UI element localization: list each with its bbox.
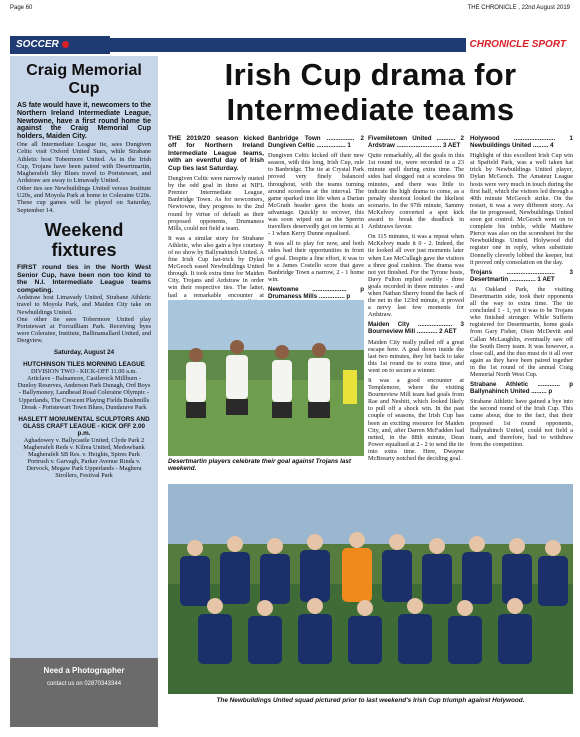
brand-logo: CHRONICLE SPORT — [466, 38, 571, 52]
article-paragraph: It was all to play for now, and both sides had their opportunities in front of goal. Despite a fine effort, it was to be a James Costello score that gave Banbridge Town a narrow, 2 - 1 home win. — [268, 240, 364, 283]
article-paragraph: Highlight of this excellent Irish Cup win at Spafield Park, was a well taken hat trick by Newbuildings United player, Dylan McGeoch. The Amateur League hosts were very much in touch during the first half, which the visitors led through a 40th minute McGeoch strike. On the restart, it was a very different story. As the tie progressed, Newbuildings United soon got control. McGeoch went on to complete his treble, while Matthew Pierce was also on the scoresheet for the Newbuildings United. Holywood did register one in reply, when substitute Donnelly cleverly lobbed the keeper, but it proved only consolation on the day. — [470, 152, 573, 266]
craig-paragraph: Other ties see Newbuildings United versus Institute U20s, and Moyola Park at home to Coleraine U20s. These cup games will be played on Saturday, September 14. — [17, 184, 151, 214]
article-paragraph: It was a good encounter at Templemore, where the visiting Bourneview Mill team had goals from Rae and Nesbitt, which looked likely to pull off a shock win. In the past couple of seasons, the Irish Cup has been an exciting resource for Maiden City, and, after Darren McFadden had netted, in the 88th minute, Dean Power equalised at 2 - 2 to send the tie into extra time. Here, Dwayne McBrearty notched the deciding goal. — [368, 377, 464, 463]
article-paragraph: At Oakland Park, the visiting Desertmartin side, took their opponents all the way to extra time. The tie concluded 1 - 1, yet it was to be Trojans who finished stronger. While Sufferin registered for Desertmartin, home goals from Gary Fisher, Oisin McDevitt and Callan McLaughlin, eventually saw off the South Derry team. It was however, a close call, and the duo must do it all over again as they have been paired together in the 1st round of the annual Craig Memorial North West Cup. — [470, 285, 573, 378]
match-result: Newtowne .................... p Drumaness Mills ............... p — [268, 285, 364, 300]
section-label: SOCCER — [16, 39, 59, 50]
division-heading: DIVISION TWO - KICK-OFF 11.00 a.m. — [31, 368, 137, 376]
article-lead: THE 2019/20 season kicked off for Northern Ireland Intermediate League teams, with an eventful day of Irish Cup ties last Saturday. — [168, 135, 264, 172]
article-column-4 — [470, 135, 573, 451]
fixtures-paragraph: Ardstraw host Limavady United, Strabane Athletic travel to Moyola Park, and Maiden City take on Newbuildings United. — [17, 294, 151, 316]
article-paragraph: It was a similar story for Strabane Athletic, who also gain a bye courtesy of no show by Ballynahinch United. A fine Irish Cup hat-trick by Dylan McGeoch eased Newbuildings United through. It took extra time for Maiden City, Trojans and Ardstraw in order win their respective ties. The latter, had a remarkable encounter at — [168, 234, 264, 299]
league-heading: HASLETT MONUMENTAL SCULPTORS AND GLASS CRAFT LEAGUE - KICK OFF 2.00 p.m. — [18, 415, 150, 437]
celebration-photo — [168, 300, 364, 456]
photographer-ad-contact: contact us on 02870343344 — [46, 681, 122, 687]
fixture-list: Aghadowey v. Ballycastle United, Clyde Park 2 Magherafelt Reds v. Kilrea United, Medowbank Magherafelt SB Res. v. Heights, Spires Park Portrush v. Garvagh, Parker Avenue Rinda v. Dervock, Megaw Park Upperlands - Maghera Strollers, Festival Park — [23, 437, 145, 480]
article-column-1 — [168, 135, 264, 316]
article-column-3 — [368, 135, 464, 465]
team-photo — [168, 484, 573, 694]
headline: Irish Cup drama for Intermediate teams — [224, 57, 517, 127]
team-photo-image — [168, 484, 573, 694]
page-number: Page 60 — [10, 5, 33, 11]
weekend-fixtures-title: Weekend fixtures — [44, 219, 124, 260]
celebration-caption: Desertmartin players celebrate their goal against Trojans last weekend. — [168, 458, 351, 473]
match-result: Holywood ........................ 1 Newbuildings United ......... 4 — [470, 135, 573, 150]
article-paragraph: Maiden City really pulled off a great escape here. A goal down inside the last two minutes, they hit back to take this 1st round tie to extra time, and went on to secure a winner. — [368, 338, 464, 374]
match-result: Strabane Athletic ............. p Ballynahinch United ......... p — [470, 381, 573, 396]
fixture-list: Articlave - Balnamore, Castlerock Millburn - Dunloy Reserves, Anderson Park Dunagh, Ord Boys - Ballymoney, Landhead Road Coleraine Olympic - Upperlands, The Crescent Playing Fields Bushmills Dreak - Portstewart Town Blues, Dundarave Park — [17, 375, 151, 411]
fixtures-date: Saturday, August 24 — [53, 348, 115, 356]
match-result: Maiden City .................... 3 Bourneview Mill ............ 2 AET — [368, 321, 464, 336]
sidebar — [10, 56, 158, 727]
football-icon — [62, 41, 69, 48]
fixtures-paragraph: One other tie sees Tobermore United play Portstewart at Forcuilliam Park. Receiving byes were Coleraine, Institute, Ballinamallard United, and Dergview. — [17, 315, 151, 344]
league-heading: HUTCHINSON TILES MORNING LEAGUE — [23, 361, 145, 369]
article-paragraph: Quite remarkably, all the goals in this 1st round tie, were recorded in a 23 minute spell during extra time. The sides had slogged out a scoreless 90 minutes, and there was little to indicate the high drama to come, as a penalty shootout looked the likeliest scenario. In the 97th minute, Sammy McKelvey converted a spot kick award to break the deadlock in Ardstraws favour. — [368, 152, 464, 231]
match-result: Fivemiletown United ........... 2 Ardstraw .......................... 3 AET — [368, 135, 464, 150]
photographer-ad[interactable] — [10, 658, 158, 727]
match-result: Trojans ............................ 3 Desertmartin ............... 1 AET — [470, 268, 573, 283]
article-paragraph: Dungiven Celtic were narrowly ousted by the odd goal in three at NIFL Premier Intermediate League, Banbridge Town. As for newcomers, Newtowne, they progress to the 2nd round by virtue of default as their proposed opponents, Drumaness Mills, could not field a team. — [168, 175, 264, 232]
match-result: Banbridge Town ................ 2 Dungiven Celtic ................. 1 — [268, 135, 364, 150]
craig-cup-body — [10, 98, 158, 214]
section-tag — [10, 36, 110, 54]
craig-cup-title: Craig Memorial Cup — [26, 62, 142, 97]
team-caption: The Newbuildings United squad pictured prior to last weekend's Irish Cup triumph against Holywood. — [216, 697, 525, 704]
publication-date: THE CHRONICLE , 22nd August 2019 — [467, 5, 570, 11]
fixtures-lead: FIRST round ties in the North West Senior Cup, have been non too kind to the N.I. Intermediate League teams competing. — [17, 263, 151, 294]
article-paragraph: Dungiven Celtic kicked off their new season, with this long, Irish Cup, rule to Banbridge. The tie at Crystal Park proved very finely balanced throughout, with the teams turning around scoreless at the interval. The game sparked into life when a Darian McGrath header gave the hosts an advantage. Quickly to recover, this was soon wiped out as the Sperrin travellers deservedly got on terms at 1 - 1 when Kerry Dunne equalised. — [268, 152, 364, 238]
craig-paragraph: One all Intermediate League tie, sees Dungiven Celtic visit Oxford United Stars, while Strabane Athletic host Tobermore United. As in the Irish Cup, Trojans have been paired with Desertmartin, Magherafelt Sky Blues travel to Portstewart, and Ardstraw are away to Limavady United. — [17, 140, 151, 185]
fixtures-body — [10, 260, 158, 480]
photographer-ad-title: Need a Photographer — [43, 666, 125, 675]
celebration-photo-image — [168, 300, 364, 456]
craig-lead: AS fate would have it, newcomers to the Northern Ireland Intermediate League, Newtowne, have a first round home tie against the Craig Memorial Cup holders, Maiden City. — [17, 102, 151, 141]
article-paragraph: On 115 minutes, it was a repeat when McKelvey made it 0 - 2. Indeed, the tie looked all over just moments later when Lee McCullagh gave the visitors a three goal cushion. The drama was not yet finished. For the Tyrone hosts, Davy Fulton replied swiftly - three goals recorded in three minutes - and when Nathan Sherry found the back of the net in the 123rd minute, it proved a nervy last few moments for Ardstraw. — [368, 233, 464, 319]
article-paragraph: Strabane Athletic have gained a bye into the second round of the Irish Cup. This came about, due to the fact, that their proposed 1st round opponents, Ballynahinch United, could not field a team, and therefore, had to withdraw from the competition. — [470, 398, 573, 448]
top-line — [10, 5, 570, 15]
